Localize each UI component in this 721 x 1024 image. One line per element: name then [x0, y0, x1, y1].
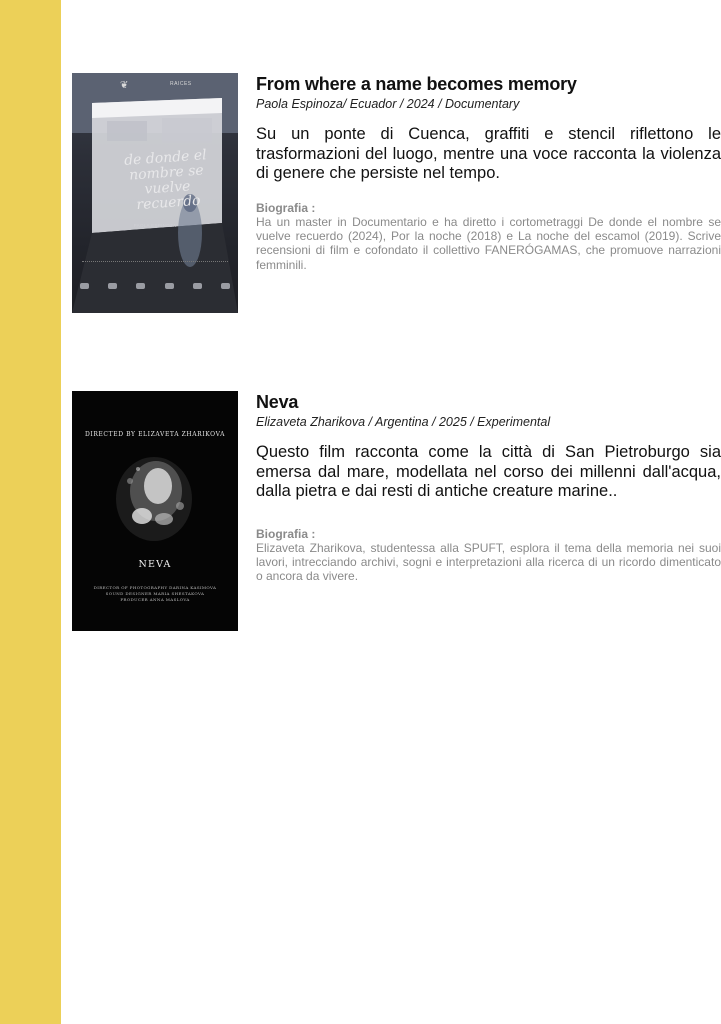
logo-icon: [136, 283, 145, 289]
laurel-icon: ❦: [120, 80, 129, 91]
poster-handwritten-title: de donde el nombre se vuelve recuerdo: [123, 147, 208, 214]
logo-icon: [165, 283, 174, 289]
accent-band: [0, 0, 61, 1024]
film-meta: Elizaveta Zharikova / Argentina / 2025 / Experimental: [256, 415, 551, 429]
bio-label: Biografia :: [256, 200, 316, 215]
poster-director: PAOLA ESPINOZA: [133, 223, 177, 228]
festival-badge: RAICES: [170, 81, 192, 87]
poster-credits: [72, 585, 238, 603]
film-text: [256, 73, 721, 272]
film-synopsis: Questo film racconta come la città di San Pietroburgo sia emersa dal mare, modellata nel corso dei millenni dall'acqua, dalla pietra e dai resti di antiche creature marine..: [256, 443, 721, 500]
film-poster: [72, 73, 238, 313]
film-poster: [72, 391, 238, 631]
film-title: Neva: [256, 392, 299, 412]
film-meta: Paola Espinoza/ Ecuador / 2024 / Documentary: [256, 97, 520, 111]
bio-section: [256, 201, 721, 273]
poster-title: NEVA: [138, 559, 172, 570]
logo-icon: [221, 283, 230, 289]
poster-logos: [80, 283, 230, 289]
film-text: [256, 391, 721, 584]
poster-credit: DIRECTOR OF PHOTOGRAPHY DARINA KASIMOVA: [93, 585, 217, 590]
bio-label: Biografia :: [256, 526, 316, 541]
poster-directed-by: DIRECTED BY ELIZAVETA ZHARIKOVA: [84, 431, 226, 438]
logo-icon: [108, 283, 117, 289]
bio-text: Ha un master in Documentario e ha diretto i cortometraggi De donde el nombre se vuelve recuerdo (2024), Por la noche (2018) e La noche del escamol (2019). Scrive recensioni di film e cofondato il collettivo FANERÓGAMAS, che promuove narrazioni femminili.: [256, 214, 721, 272]
poster-credit: PRODUCER ANNA MASLOVA: [120, 597, 190, 602]
film-synopsis: Su un ponte di Cuenca, graffiti e stencil riflettono le trasformazioni del luogo, mentre una voce racconta la violenza di genere che persiste nel tempo.: [256, 125, 721, 182]
bio-section: [256, 527, 721, 584]
film-title: From where a name becomes memory: [256, 74, 577, 94]
logo-icon: [80, 283, 89, 289]
poster-credit: SOUND DESIGNER MARIA SHESTAKOVA: [105, 591, 205, 596]
logo-icon: [193, 283, 202, 289]
bio-text: Elizaveta Zharikova, studentessa alla SPUFT, esplora il tema della memoria nei suoi lavori, intrecciando archivi, sogni e interpretazioni alla ricerca di un ricordo dimenticato o ancora da vivere.: [256, 540, 721, 584]
poster-credits: [82, 261, 228, 266]
